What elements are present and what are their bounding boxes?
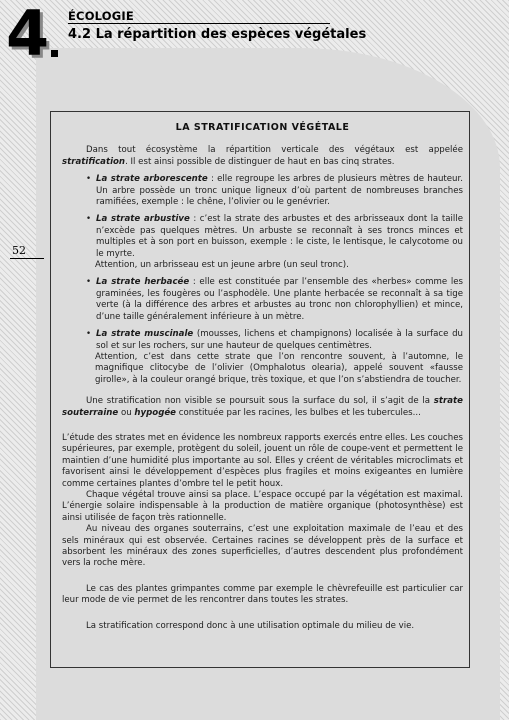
- paragraph-climbing: Le cas des plantes grimpantes comme par exemple le chèvrefeuille est particulier car leur mode de vie permet de les rencontrer dans toutes les strates.: [62, 583, 463, 606]
- bullet-icon: •: [86, 214, 92, 225]
- section-heading: [68, 27, 366, 42]
- header-rule: [68, 23, 330, 24]
- stratum-text: : elle est constituée par l’ensemble des «herbes» comme les graminées, les fougères ou l’asphodèle. Une plante herbacée se reconnaît à sa tige verte (à la différence des arbres et arbustes au tronc non chlorophyllien) et mince, d’une taille généralement inférieure à un mètre.: [96, 277, 463, 322]
- strata-list: [62, 174, 463, 386]
- chapter-number: 4: [6, 0, 48, 70]
- intro-text-end: . Il est ainsi possible de distinguer de haut en bas cinq strates.: [125, 156, 395, 167]
- box-title: LA STRATIFICATION VÉGÉTALE: [175, 122, 350, 133]
- bullet-icon: •: [86, 329, 92, 340]
- hypogee-term: hypogée: [134, 407, 177, 418]
- stratum-note: Attention, un arbrisseau est un jeune arbre (un seul tronc).: [95, 260, 349, 271]
- underground-text-end: constituée par les racines, les bulbes et les tubercules...: [176, 407, 421, 418]
- paragraph-conclusion: La stratification correspond donc à une utilisation optimale du milieu de vie.: [86, 620, 415, 631]
- list-item: [62, 329, 463, 386]
- box-content: [62, 122, 463, 632]
- section-number: 4.2: [68, 27, 92, 42]
- list-item: [62, 277, 463, 323]
- stratum-text: (mousses, lichens et champignons) localisée à la surface du sol et sur les rochers, sur une hauteur de quelques centimètres.: [96, 329, 463, 351]
- stratum-text: : c’est la strate des arbustes et des arbrisseaux dont la taille n’excède pas quelques mètres. Un arbuste se reconnaît à ses troncs minces et multiples et à son port en buisson, exemple : le ciste, le lentisque, le calycotome ou le myrte.: [96, 214, 463, 259]
- underground-term: strate souterraine: [62, 396, 463, 418]
- intro-term: stratification: [62, 156, 126, 167]
- list-item: [62, 214, 463, 271]
- stratum-text: : elle regroupe les arbres de plusieurs mètres de hauteur. Un arbre possède un tronc unique ligneux d’où partent de nombreuses branches ramifiées, exemple : le chêne, l’olivier ou le genévrier.: [96, 174, 463, 208]
- underground-text: Une stratification non visible se poursuit sous la surface du sol, il s’agit de la: [86, 396, 434, 407]
- stratum-note: Attention, c’est dans cette strate que l’on rencontre souvent, à l’automne, le magnifique clitocybe de l’olivier (Omphalotus olearia), appelé souvent «fausse girolle», à la couleur orangé brique, très toxique, et que l’on s’abstiendra de toucher.: [95, 351, 463, 385]
- underground-connector: ou: [118, 407, 135, 418]
- underground-paragraph: [62, 396, 463, 419]
- chapter-number-dot: [51, 50, 58, 57]
- bullet-icon: •: [86, 277, 92, 288]
- stratum-name: La strate muscinale: [96, 329, 194, 340]
- chapter-title: ÉCOLOGIE: [68, 9, 134, 23]
- page-number-rule: [10, 258, 44, 259]
- bullet-icon: •: [86, 174, 92, 185]
- section-title: La répartition des espèces végétales: [95, 27, 367, 42]
- stratum-name: La strate herbacée: [96, 277, 190, 288]
- paragraph-energy: Chaque végétal trouve ainsi sa place. L’espace occupé par la végétation est maximal. L’énergie solaire indispensable à la production de matière organique (photosynthèse) est ainsi utilisée de façon très rationnelle.: [62, 489, 463, 523]
- page-number: 52: [12, 244, 26, 257]
- paragraph-roots: Au niveau des organes souterrains, c’est une exploitation maximale de l’eau et des sels minéraux qui est observée. Certaines racines se développent près de la surface et absorbent les minéraux des zones superficielles, d’autres descendent plus profondément vers la roche mère.: [62, 524, 463, 569]
- stratum-name: La strate arborescente: [96, 174, 208, 185]
- stratum-name: La strate arbustive: [96, 214, 190, 225]
- intro-text: Dans tout écosystème la répartition verticale des végétaux est appelée: [86, 145, 463, 156]
- list-item: [62, 174, 463, 208]
- paragraph-strata-relations: L’étude des strates met en évidence les nombreux rapports exercés entre elles. Les couches supérieures, par exemple, protègent du soleil, jouent un rôle de coupe-vent et permettent le maintien d’une humidité plus importante au sol. Elles y créent de véritables microclimats et favorisent ainsi le développement d’espèces plus fragiles et moins exigeantes en lumière comme certaines plantes d’ombre tel le petit houx.: [62, 432, 463, 489]
- intro-paragraph: [62, 145, 463, 168]
